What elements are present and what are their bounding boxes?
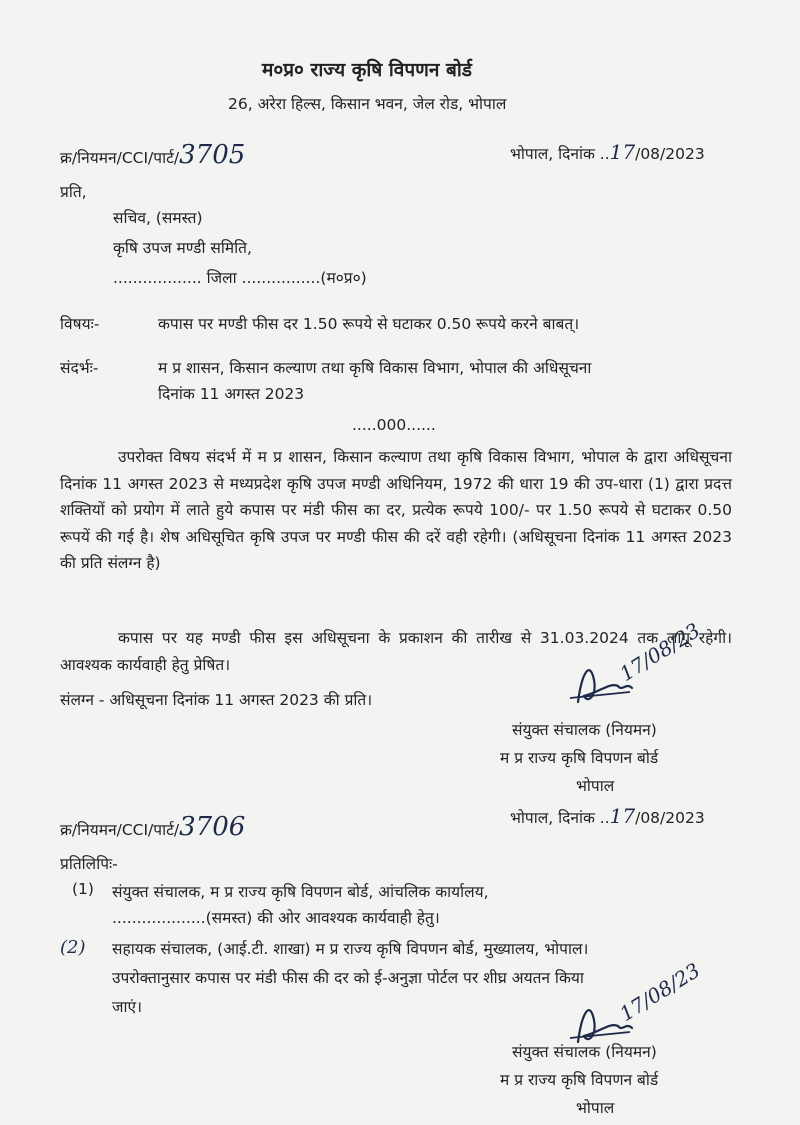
recipient-prati: प्रति, [60, 183, 87, 201]
reference-line-1: म प्र शासन, किसान कल्याण तथा कृषि विकास विभाग, भोपाल की अधिसूचना [158, 359, 592, 377]
signature-1-date: 17/08/23 [615, 618, 705, 686]
subject-label: विषयः- [60, 315, 100, 333]
body-paragraph-1: उपरोक्त विषय संदर्भ में म प्र शासन, किसान कल्याण तथा कृषि विकास विभाग, भोपाल के द्वारा अधिसूचना दिनांक 11 अगस्त 2023 से मध्यप्रदेश कृषि उपज मण्डी अधिनियम, 1972 की धारा 19 की उप-धारा (1) द्वारा प्रदत्त शक्तियों को प्रयोग में लाते हुये कपास पर मंडी फीस का दर, प्रत्येक रूपये 100/- पर 1.50 रूपये से घटाकर 0.50 रूपयें की गई है। शेष अधिसूचित कृषि उपज पर मण्डी फीस की दरें वही रहेगी। (अधिसूचना दिनांक 11 अगस्त 2023 की प्रति संलग्न है) [60, 448, 732, 572]
date-suffix: /08/2023 [635, 145, 705, 163]
ref-prefix: क्र/नियमन/CCI/पार्ट/ [60, 821, 180, 839]
letter-date-1 [510, 140, 705, 164]
reference-label: संदर्भः- [60, 359, 99, 377]
signatory-1-org: म प्र राज्य कृषि विपणन बोर्ड [500, 749, 659, 767]
recipient-line-1: सचिव, (समस्त) [113, 209, 203, 227]
reference-number-1 [60, 140, 245, 170]
separator: .....000...... [352, 416, 436, 434]
org-address: 26, अरेरा हिल्स, किसान भवन, जेल रोड, भोपाल [228, 95, 507, 113]
signatory-1-designation: संयुक्त संचालक (नियमन) [512, 721, 657, 739]
ref-number-handwritten: 3705 [179, 140, 246, 170]
signatory-1-city: भोपाल [576, 777, 615, 795]
letter-date-2 [510, 804, 705, 828]
date-suffix: /08/2023 [635, 809, 705, 827]
copy-item-1-line-2: ...................(समस्त) की ओर आवश्यक कार्यवाही हेतु। [112, 909, 440, 927]
org-title: म०प्र० राज्य कृषि विपणन बोर्ड [262, 59, 472, 81]
signatory-2-designation: संयुक्त संचालक (नियमन) [512, 1043, 657, 1061]
copy-item-2-number: (2) [60, 937, 86, 958]
date-prefix: भोपाल, दिनांक .. [510, 145, 610, 163]
copy-item-2-line-3: जाएं। [112, 998, 142, 1016]
reference-number-2 [60, 812, 245, 842]
copy-item-1-line-1: संयुक्त संचालक, म प्र राज्य कृषि विपणन बोर्ड, आंचलिक कार्यालय, [112, 883, 489, 901]
enclosure-note: संलग्न - अधिसूचना दिनांक 11 अगस्त 2023 की प्रति। [60, 691, 373, 709]
ref-number-handwritten: 3706 [179, 812, 246, 842]
date-prefix: भोपाल, दिनांक .. [510, 809, 610, 827]
recipient-line-2: कृषि उपज मण्डी समिति, [113, 239, 252, 257]
ref-prefix: क्र/नियमन/CCI/पार्ट/ [60, 149, 180, 167]
signatory-2-city: भोपाल [576, 1099, 615, 1117]
date-day-handwritten: 17 [609, 140, 636, 164]
recipient-line-3: .................. जिला ................(म०प्र०) [113, 269, 367, 287]
subject-text: कपास पर मण्डी फीस दर 1.50 रूपये से घटाकर 0.50 रूपये करने बाबत्। [158, 315, 580, 333]
copy-item-2-line-2: उपरोक्तानुसार कपास पर मंडी फीस की दर को ई-अनुज्ञा पोर्टल पर शीघ्र अयतन किया [112, 969, 584, 987]
copy-item-2-line-1: सहायक संचालक, (आई.टी. शाखा) म प्र राज्य कृषि विपणन बोर्ड, मुख्यालय, भोपाल। [112, 940, 589, 958]
date-day-handwritten: 17 [609, 804, 636, 828]
signatory-2-org: म प्र राज्य कृषि विपणन बोर्ड [500, 1071, 659, 1089]
copy-item-1-number: (1) [72, 880, 94, 898]
reference-line-2: दिनांक 11 अगस्त 2023 [158, 385, 305, 403]
body-paragraph-2: कपास पर यह मण्डी फीस इस अधिसूचना के प्रकाशन की तारीख से 31.03.2024 तक लागू रहेगी। आवश्यक कार्यवाही हेतु प्रेषित। [60, 629, 732, 674]
signature-2-date: 17/08/23 [615, 958, 705, 1026]
copy-label: प्रतिलिपिः- [60, 855, 118, 873]
